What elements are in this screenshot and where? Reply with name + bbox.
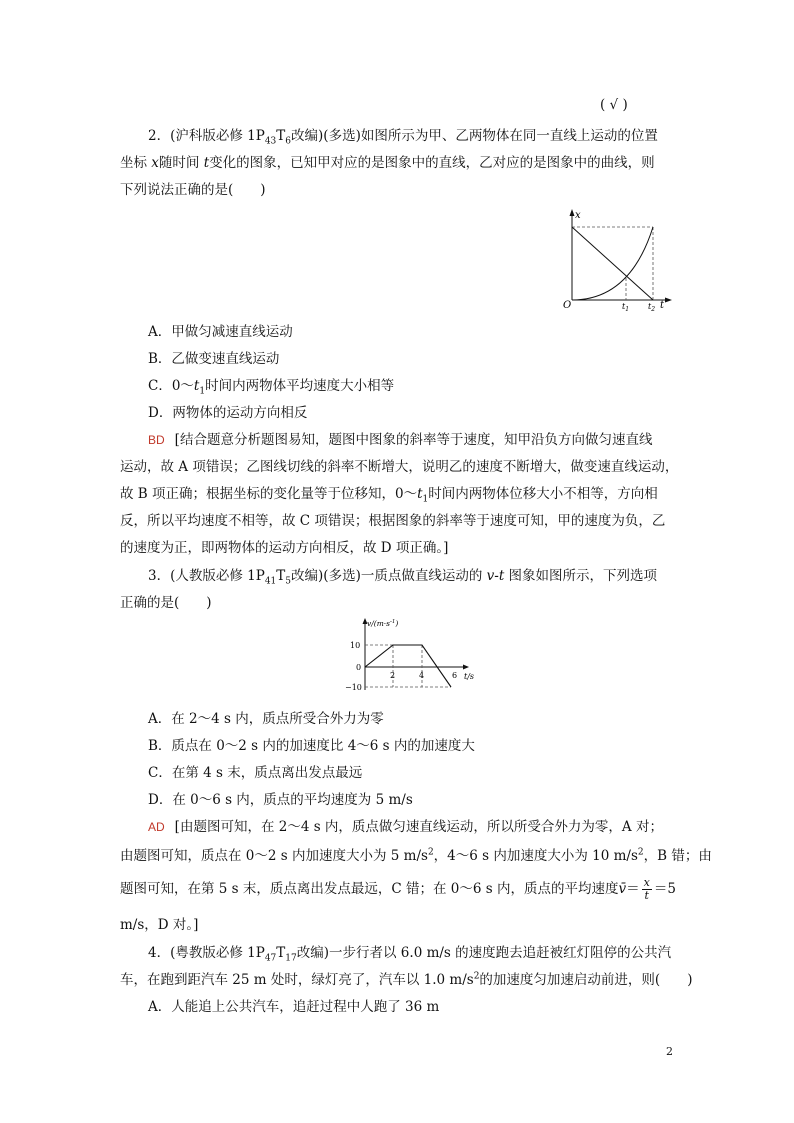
x-axis-arrow — [665, 298, 672, 303]
q3-answer-label: AD — [148, 820, 165, 834]
q2-answer-label: BD — [148, 433, 165, 447]
q2-line2: 坐标 x随时间 t变化的图象，已知甲对应的是图象中的直线，乙对应的是图象中的曲线，则 — [120, 155, 655, 171]
q3-option-c: C．在第 4 s 末，质点离出发点最远 — [148, 765, 363, 781]
y-axis-label: x — [575, 210, 581, 221]
y-axis-arrow — [570, 209, 575, 216]
q2-explain-2: 运动，故 A 项错误；乙图线切线的斜率不断增大，说明乙的速度不断增大，做变速直线运动， — [120, 459, 679, 475]
q2-line3: 下列说法正确的是( ) — [120, 182, 266, 198]
v-bar: v̄ — [618, 881, 627, 897]
velocity-line — [365, 645, 451, 687]
q3-explain-1: AD [由题图可知，在 2～4 s 内，质点做匀速直线运动，所以所受合外力为零，A 对； — [148, 819, 663, 835]
q3-option-d: D．在 0～6 s 内，质点的平均速度为 5 m/s — [148, 792, 413, 808]
q3-option-a: A．在 2～4 s 内，质点所受合外力为零 — [148, 711, 384, 727]
q4-line1: 4．(粤教版必修 $1P_{47}T_{17}$改编)一步行者以 6.0 m/s 的速度跑去追赶被红灯阻停的公共汽 — [148, 945, 672, 964]
fraction-x-over-t: $\frac{x}{t}$ — [643, 876, 650, 902]
q2-line1: 2．(沪科版必修 $1P_{43}T_6$改编)(多选)如图所示为甲、乙两物体在同一直线上运动的位置 — [148, 128, 658, 147]
q2-option-a: A．甲做匀减速直线运动 — [148, 324, 293, 340]
q2-position-time-graph — [560, 205, 680, 313]
q3-line1: 3．(人教版必修 $1P_{41}T_5$改编)(多选)一质点做直线运动的 v-t 图象如图所示，下列选项 — [148, 568, 658, 587]
t2-label: $t_2$ — [648, 302, 656, 313]
origin-label: O — [563, 300, 572, 311]
q2-explain-5: 的速度为正，即两物体的运动方向相反，故 D 项正确。] — [120, 540, 449, 556]
check-mark: ( √ ) — [600, 97, 628, 113]
x-axis-label: t/s — [464, 672, 475, 681]
tick-y-neg10: −10 — [345, 683, 362, 692]
t1-label: $t_1$ — [622, 302, 630, 313]
q2-option-c: C．$0\sim t_1$时间内两物体平均速度大小相等 — [148, 378, 395, 397]
q4-line2: 车，在跑到距汽车 25 m 处时，绿灯亮了，汽车以 1.0 $m/s^2$的加速度匀加速启动前进，则( ) — [120, 971, 693, 988]
q3-vt-graph — [340, 615, 480, 693]
q3-explain-4: m/s，D 对。] — [120, 917, 199, 933]
q3-option-b: B．质点在 0～2 s 内的加速度比 4～6 s 内的加速度大 — [148, 738, 475, 754]
q2-explain-4: 反，所以平均速度不相等，故 C 项错误；根据图象的斜率等于速度可知，甲的速度为负，乙 — [120, 513, 666, 529]
tick-x-2: 2 — [390, 671, 396, 680]
tick-y-0: 0 — [356, 663, 362, 672]
y-axis-label: $v/(m\cdot s^{-1})$ — [367, 619, 399, 628]
tick-x-6: 6 — [452, 671, 458, 680]
q3-explain-3: 题图可知，在第 5 s 末，质点离出发点最远，C 错；在 0～6 s 内，质点的平均速度v̄＝ $\frac{x}{t}$ ＝5 — [120, 876, 676, 902]
x-axis-arrow — [463, 665, 469, 670]
x-axis-label: t — [660, 300, 665, 311]
q3-explain-2: 由题图可知，质点在 0～2 s 内加速度大小为 5 $m/s^2$，4～6 s 内加速度大小为 10 $m/s^2$，B 错；由 — [120, 847, 712, 864]
tick-x-4: 4 — [419, 671, 425, 680]
q3-line2: 正确的是( ) — [120, 595, 212, 611]
tick-y-10: 10 — [350, 641, 361, 650]
q2-option-b: B．乙做变速直线运动 — [148, 351, 280, 367]
q4-option-a: A．人能追上公共汽车，追赶过程中人跑了 36 m — [148, 999, 440, 1015]
q2-explain-1: BD [结合题意分析题图易知，题图中图象的斜率等于速度，知甲沿负方向做匀速直线 — [148, 432, 653, 448]
q2-option-d: D．两物体的运动方向相反 — [148, 405, 308, 421]
q2-explain-3: 故 B 项正确；根据坐标的变化量等于位移知，$0\sim t_1$时间内两物体位移大小不相等，方向相 — [120, 486, 658, 505]
page-number: 2 — [666, 1045, 673, 1058]
